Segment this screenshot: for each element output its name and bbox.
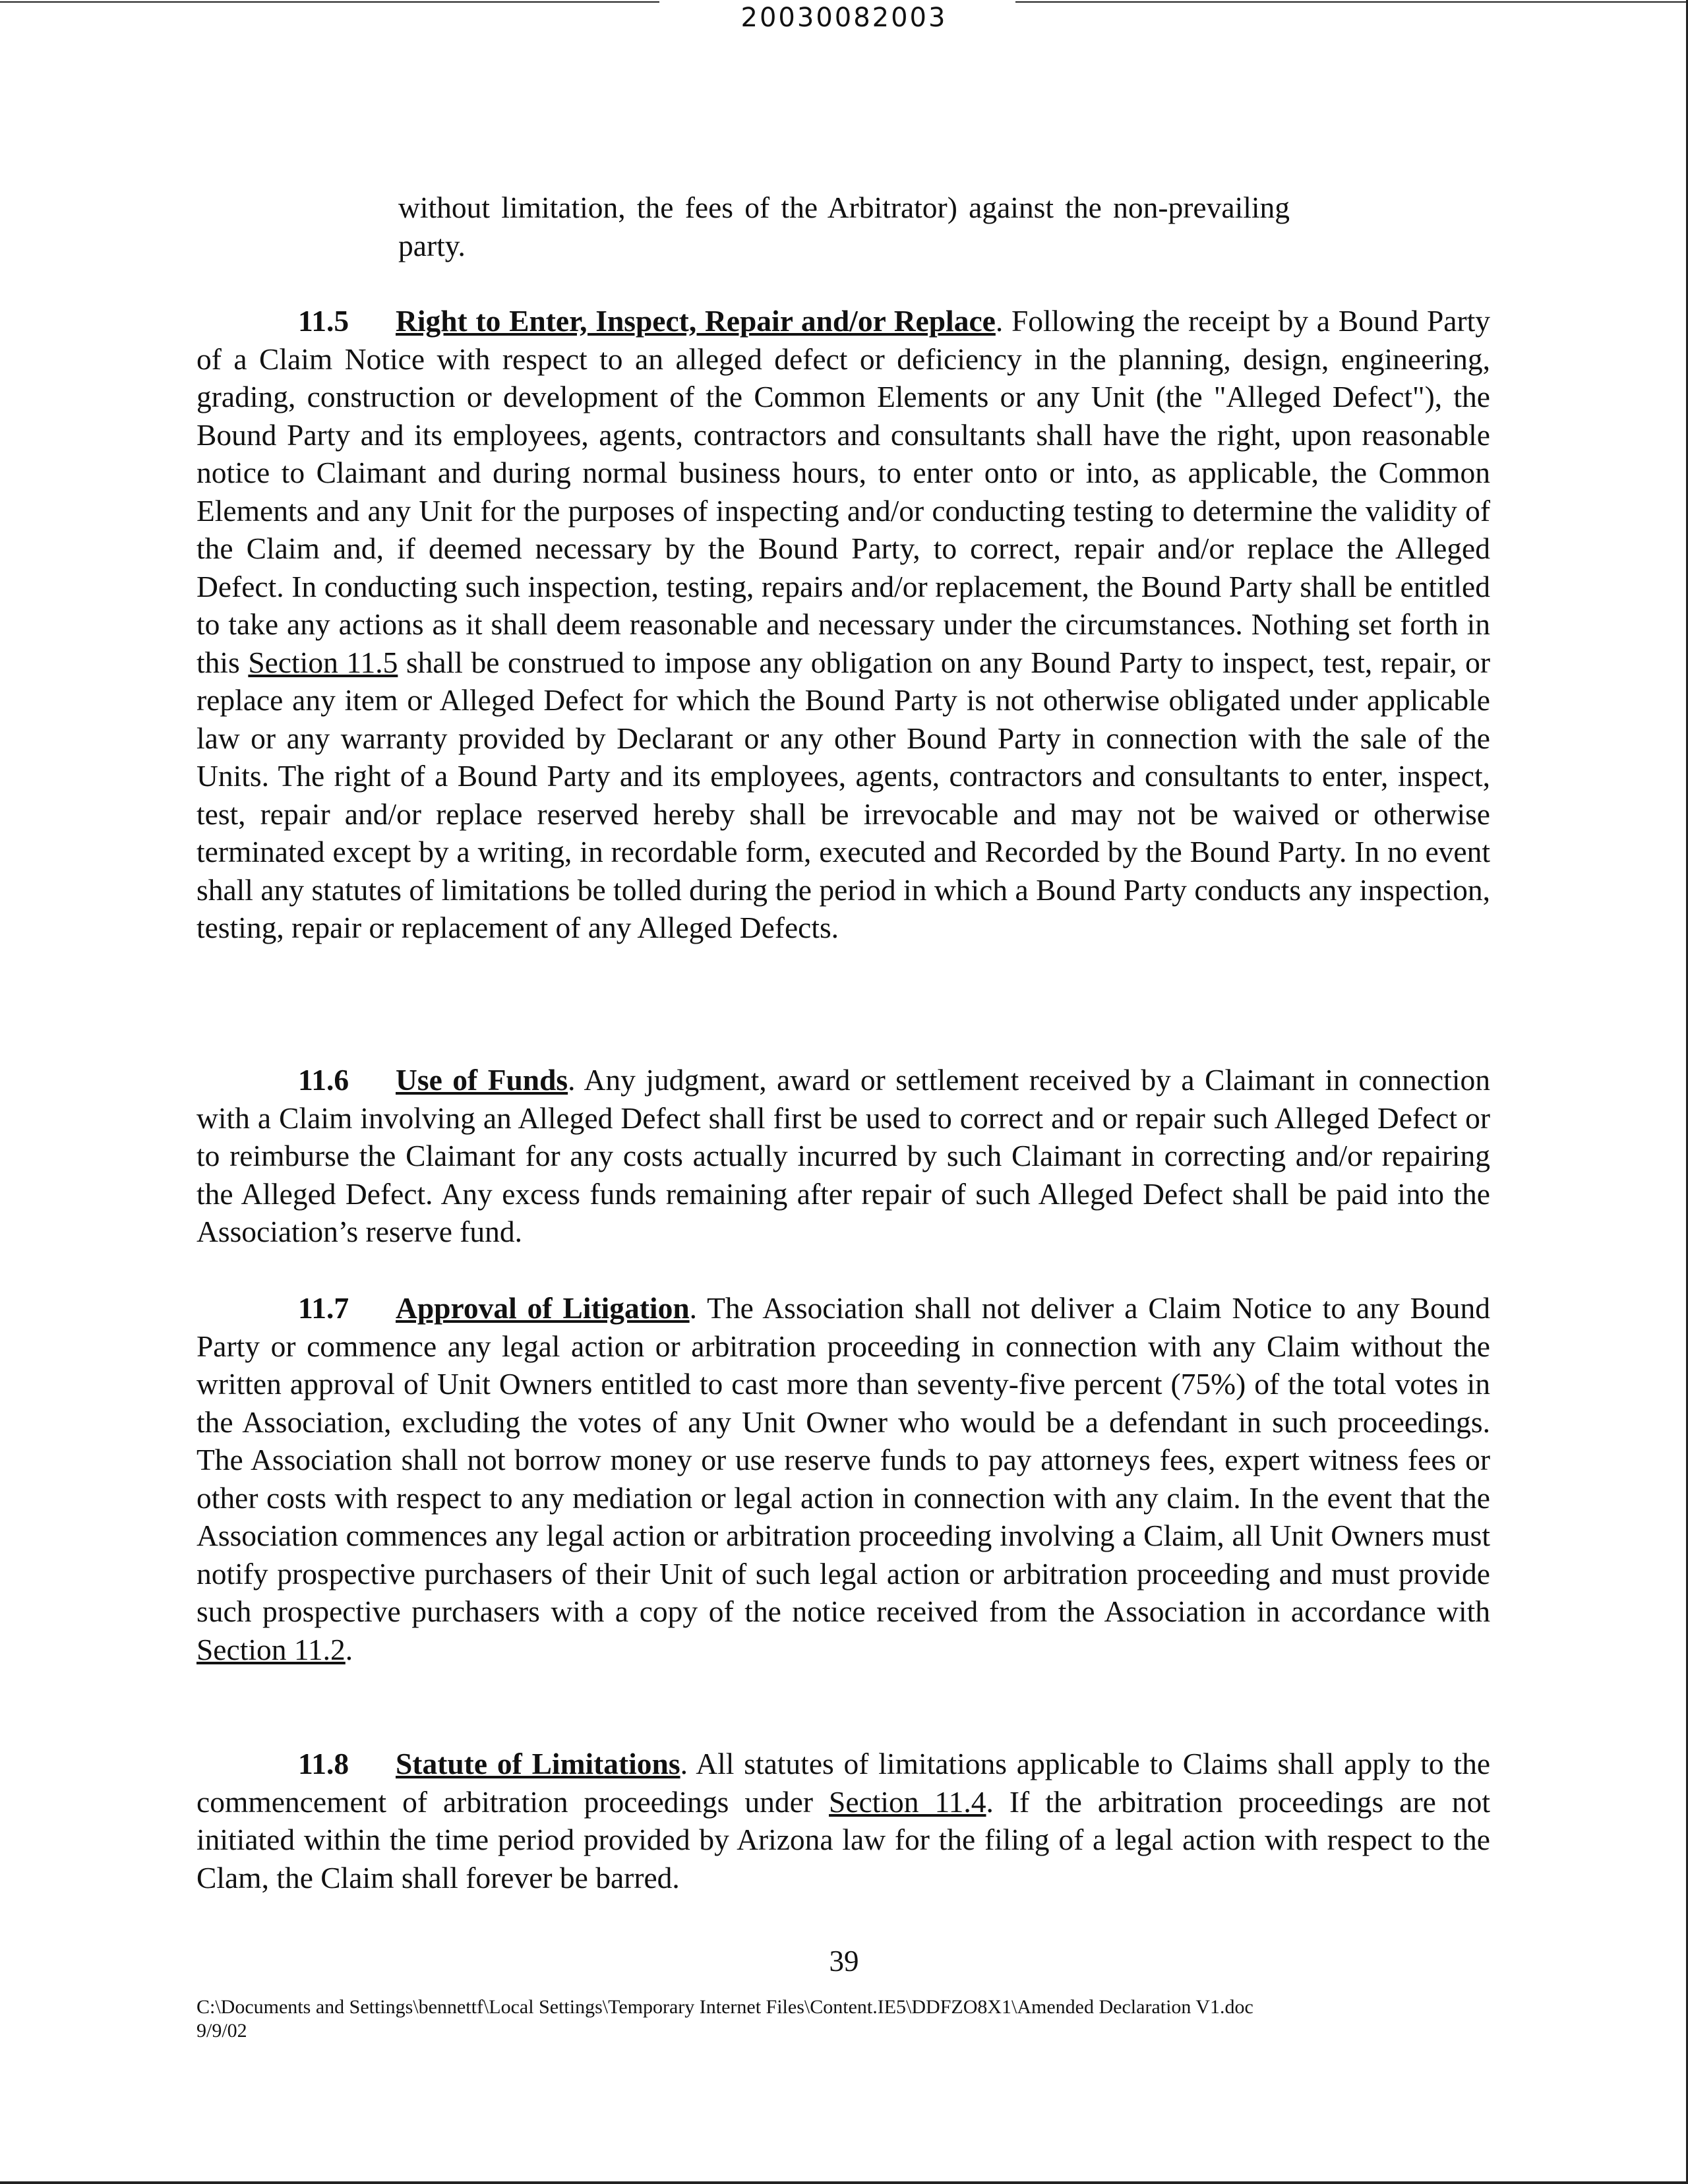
section-heading: Approval of Litigation: [396, 1291, 690, 1325]
document-number: 20030082003: [740, 3, 948, 33]
section-heading: Statute of Limitations: [396, 1747, 680, 1780]
section-number: 11.6: [298, 1063, 349, 1097]
section-text-part-b: .: [345, 1632, 353, 1666]
section-text-part-b: . If the arbitration proceedings are not initiated within the time period provided by Arizona law for the filing of a legal action with respect to the Clam, the Claim shall forever be barred.: [196, 1784, 1490, 1895]
continued-paragraph: [398, 189, 1290, 264]
section-text-part-a: All statutes of limitations applicable to Claims shall apply to the commencement of arbitration proceedings under: [196, 1747, 1491, 1819]
section-text-part-b: shall be construed to impose any obligation on any Bound Party to inspect, test, repair, or replace any item or Alleged Defect for which the Bound Party is not otherwise obligated under applicable law or any warranty provided by Declarant or any other Bound Party in connection with the sale of the Units. The right of a Bound Party and its employees, agents, contractors and consultants to enter, inspect, test, repair and/or replace reserved hereby shall be irrevocable and may not be waived or otherwise terminated except by a writing, in recordable form, executed and Recorded by the Bound Party. In no event shall any statutes of limitations be tolled during the period in which a Bound Party conducts any inspection, testing, repair or replacement of any Alleged Defects.: [196, 645, 1490, 944]
footer: [196, 1995, 1581, 2043]
section-heading-period: .: [568, 1063, 576, 1097]
section-11-8: [196, 1745, 1490, 1896]
section-heading: Use of Funds: [396, 1063, 568, 1097]
section-reference: Section 11.4: [829, 1784, 986, 1819]
section-number: 11.5: [298, 304, 349, 338]
bottom-page-edge: [0, 2181, 1688, 2184]
section-11-6: [196, 1061, 1490, 1251]
section-heading-period: .: [680, 1747, 688, 1780]
section-11-7: [196, 1289, 1490, 1668]
section-text-part-a: The Association shall not deliver a Claim Notice to any Bound Party or commence any legal action or arbitration proceeding in connection with any Claim without the written approval of Unit Owners entitled to cast more than seventy-five percent (75%) of the total votes in the Association, excluding the votes of any Unit Owner who would be a defendant in such proceedings. The Association shall not borrow money or use reserve funds to pay attorneys fees, expert witness fees or other costs with respect to any mediation or legal action in connection with any claim. In the event that the Association commences any legal action or arbitration proceeding involving a Claim, all Unit Owners must notify prospective purchasers of their Unit of such legal action or arbitration proceeding and must provide such prospective purchasers with a copy of the notice received from the Association in accordance with: [196, 1291, 1490, 1628]
footer-file-path: C:\Documents and Settings\bennettf\Local Settings\Temporary Internet Files\Content.IE5\DDFZO8X1\Amended Declaration V1.doc: [196, 1996, 1253, 2018]
section-reference: Section 11.5: [248, 645, 398, 679]
section-number: 11.8: [298, 1747, 349, 1780]
section-reference: Section 11.2: [196, 1632, 346, 1666]
section-11-5: [196, 302, 1490, 947]
section-text-part-a: Following the receipt by a Bound Party of a Claim Notice with respect to an alleged defect or deficiency in the planning, design, engineering, grading, construction or development of the Common Elements or any Unit (the "Alleged Defect"), the Bound Party and its employees, agents, contractors and consultants shall have the right, upon reasonable notice to Claimant and during normal business hours, to enter onto or into, as applicable, the Common Elements and any Unit for the purposes of inspecting and/or conducting testing to determine the validity of the Claim and, if deemed necessary by the Bound Party, to correct, repair and/or replace the Alleged Defect. In conducting such inspection, testing, repairs and/or replacement, the Bound Party shall be entitled to take any actions as it shall deem reasonable and necessary under the circumstances. Nothing set forth in this: [196, 304, 1490, 679]
continued-paragraph-text: without limitation, the fees of the Arbitrator) against the non-prevailing party.: [398, 191, 1290, 262]
section-text-part-a: Any judgment, award or settlement received by a Claimant in connection with a Claim involving an Alleged Defect shall first be used to correct and or repair such Alleged Defect or to reimburse the Claimant for any costs actually incurred by such Claimant in correcting and/or repairing the Alleged Defect. Any excess funds remaining after repair of such Alleged Defect shall be paid into the Association’s reserve fund.: [196, 1063, 1491, 1248]
section-heading-period: .: [995, 304, 1004, 338]
section-heading-period: .: [689, 1291, 697, 1325]
section-number: 11.7: [298, 1291, 349, 1325]
section-heading: Right to Enter, Inspect, Repair and/or Replace: [396, 304, 996, 338]
footer-date: 9/9/02: [196, 2020, 247, 2042]
page-number: 39: [829, 1945, 859, 1978]
